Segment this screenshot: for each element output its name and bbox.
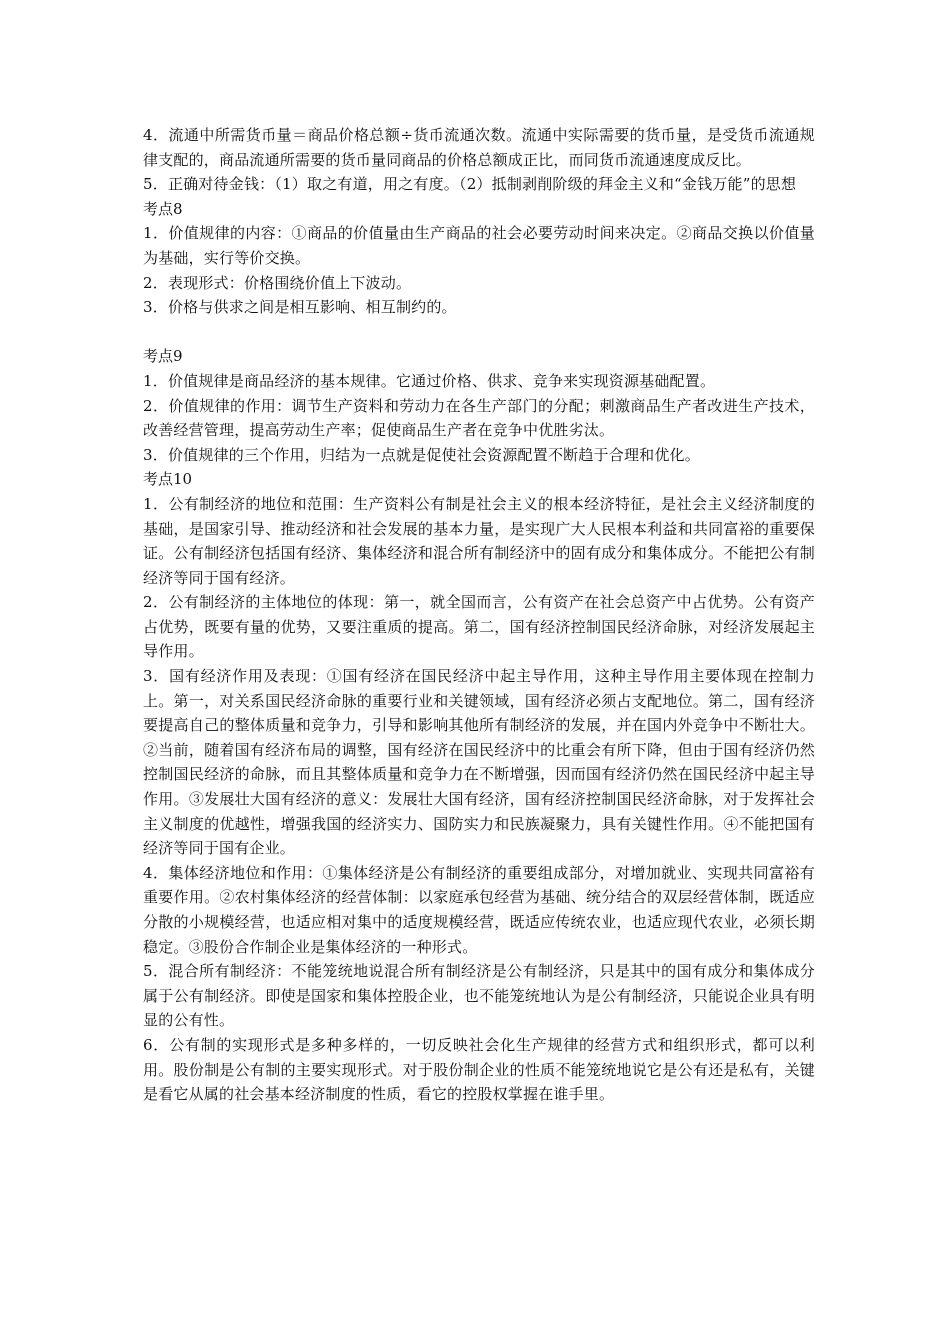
- paragraph-value-law-form: 2．表现形式：价格围绕价值上下波动。: [143, 273, 412, 292]
- paragraph-value-law-summary: 3．价值规律的三个作用，归结为一点就是促使社会资源配置不断趋于合理和优化。: [143, 445, 700, 464]
- document-page: [143, 123, 815, 1107]
- paragraph-mixed-ownership: 5．混合所有制经济：不能笼统地说混合所有制经济是公有制经济，只是其中的国有成分和集体成分属于公有制经济。即使是国家和集体控股企业，也不能笼统地认为是公有制经济，只能说企业具有明显的公有性。: [143, 962, 815, 1030]
- paragraph-collective-economy: 4．集体经济地位和作用：①集体经济是公有制经济的重要组成部分，对增加就业、实现共同富裕有重要作用。②农村集体经济的经营体制：以家庭承包经营为基础、统分结合的双层经营体制，既适应分散的小规模经营，也适应相对集中的适度规模经营，既适应传统农业，也适应现代农业，必须长期稳定。③股份合作制企业是集体经济的一种形式。: [143, 863, 815, 956]
- paragraph-public-ownership-dominance: 2．公有制经济的主体地位的体现：第一，就全国而言，公有资产在社会总资产中占优势。公有资产占优势，既要有量的优势，又要注重质的提高。第二，国有经济控制国民经济命脉，对经济发展起主导作用。: [143, 593, 815, 661]
- paragraph-state-economy-role: 3．国有经济作用及表现：①国有经济在国民经济中起主导作用，这种主导作用主要体现在控制力上。第一，对关系国民经济命脉的重要行业和关键领域，国有经济必须占支配地位。第二，国有经济要提高自己的整体质量和竞争力，引导和影响其他所有制经济的发展，并在国内外竞争中不断壮大。②当前，随着国有经济布局的调整，国有经济在国民经济中的比重会有所下降，但由于国有经济仍然控制国民经济的命脉，而且其整体质量和竞争力在不断增强，因而国有经济仍然在国民经济中起主导作用。③发展壮大国有经济的意义：发展壮大国有经济，国有经济控制国民经济命脉，对于发挥社会主义制度的优越性，增强我国的经济实力、国防实力和民族凝聚力，具有关键性作用。④不能把国有经济等同于国有企业。: [143, 667, 815, 858]
- paragraph-public-ownership-forms: 6．公有制的实现形式是多种多样的，一切反映社会化生产规律的经营方式和组织形式，都可以利用。股份制是公有制的主要实现形式。对于股份制企业的性质不能笼统地说它是公有还是私有，关键是看它从属的社会基本经济制度的性质，看它的控股权掌握在谁手里。: [143, 1035, 815, 1104]
- blank-line: [143, 320, 815, 345]
- paragraph-price-supply: 3．价格与供求之间是相互影响、相互制约的。: [143, 298, 457, 317]
- paragraph-public-ownership-status: 1．公有制经济的地位和范围：生产资料公有制是社会主义的根本经济特征，是社会主义经济制度的基础，是国家引导、推动经济和社会发展的基本力量，是实现广大人民根本利益和共同富裕的重要保证。公有制经济包括国有经济、集体经济和混合所有制经济中的固有成分和集体成分。不能把公有制经济等同于国有经济。: [143, 494, 815, 587]
- paragraph-value-law-basic: 1．价值规律是商品经济的基本规律。它通过价格、供求、竞争来实现资源基础配置。: [143, 371, 716, 390]
- paragraph-money-circulation: 4．流通中所需货币量＝商品价格总额÷货币流通次数。流通中实际需要的货币量，是受货币流通规律支配的，商品流通所需要的货币量同商品的价格总额成正比，而同货币流通速度成反比。: [143, 126, 815, 169]
- paragraph-value-law-role: 2．价值规律的作用：调节生产资料和劳动力在各生产部门的分配；刺激商品生产者改进生产技术，改善经营管理，提高劳动生产率；促使商品生产者在竞争中优胜劣汰。: [143, 396, 815, 440]
- section-heading-10: 考点10: [143, 470, 193, 489]
- paragraph-value-law-content: 1．价值规律的内容：①商品的价值量由生产商品的社会必要劳动时间来决定。②商品交换以价值量为基础，实行等价交换。: [143, 224, 815, 267]
- paragraph-money-attitude: 5．正确对待金钱：（1）取之有道，用之有度。（2）抵制剥削阶级的拜金主义和“金钱万能”的思想: [143, 175, 797, 194]
- section-heading-9: 考点9: [143, 347, 183, 366]
- section-heading-8: 考点8: [143, 199, 183, 218]
